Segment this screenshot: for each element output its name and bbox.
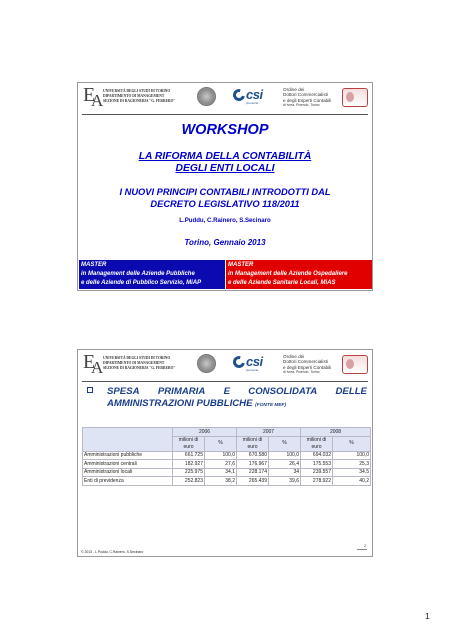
title-word: DELLE <box>335 386 367 397</box>
title-text: AMMINISTRAZIONI PUBBLICHE <box>107 398 253 409</box>
table-cell: 694.032 <box>301 451 333 460</box>
ordine-line: di Ivrea, Pinerolo, Torino <box>283 370 320 375</box>
principles-heading <box>78 187 372 210</box>
department-line: DIPARTIMENTO DI MANAGEMENT <box>103 94 165 98</box>
ordine-line: e degli Esperti Contabili <box>283 364 332 370</box>
table-cell: 175.553 <box>301 460 333 469</box>
table-cell: 26,4 <box>269 460 301 469</box>
master-line: in Management delle Aziende Ospedaliere <box>228 271 348 277</box>
header-divider <box>82 114 368 115</box>
table-cell: 34 <box>269 468 301 477</box>
master-line: e delle Aziende Sanitarie Locali, MiAS <box>228 280 336 286</box>
csi-sub: piemonte <box>246 368 259 372</box>
ea-logo-e: E <box>83 84 96 106</box>
slide-header <box>78 83 372 115</box>
header-divider <box>82 381 368 382</box>
pct-header: % <box>269 436 301 451</box>
master-line: in Management delle Aziende Pubbliche <box>81 271 195 277</box>
university-line: UNIVERSITÀ DEGLI STUDI DI TORINO <box>103 356 171 360</box>
table-cell: 670.580 <box>237 451 269 460</box>
table-row <box>83 460 371 469</box>
row-label: Amministrazioni centrali <box>83 460 173 469</box>
subtitle-line: LA RIFORMA DELLA CONTABILITÀ <box>138 151 312 162</box>
year-header: 2008 <box>301 428 371 437</box>
csi-word: csi <box>246 87 263 102</box>
master-mias-box <box>226 260 372 289</box>
table-corner <box>83 428 173 452</box>
ea-logo-e: E <box>83 351 96 373</box>
checkbox-bullet-icon <box>87 387 93 393</box>
ordine-crest-icon <box>342 88 368 107</box>
page-number: 1 <box>425 611 430 621</box>
table-cell: 100,0 <box>205 451 237 460</box>
csi-swirl-icon <box>231 87 247 103</box>
ea-logo-a: A <box>91 358 104 377</box>
master-label: MASTER <box>228 262 254 268</box>
table-cell: 182.927 <box>173 460 205 469</box>
table-header-years <box>83 428 371 437</box>
csi-word: csi <box>246 354 263 369</box>
table-row <box>83 468 371 477</box>
master-label: MASTER <box>81 262 107 268</box>
ea-logo <box>83 353 103 377</box>
copyright: © 2013 - L.Puddu, C.Rainero, S.Secinaro <box>81 550 144 554</box>
department-line: DIPARTIMENTO DI MANAGEMENT <box>103 361 165 365</box>
slide-2 <box>77 349 373 557</box>
table-cell: 25,3 <box>333 460 371 469</box>
row-label: Amministrazioni pubbliche <box>83 451 173 460</box>
csi-logo <box>233 87 271 107</box>
ordine-line: Ordine dei <box>283 87 305 92</box>
table-cell: 40,2 <box>333 477 371 486</box>
table-row <box>83 477 371 486</box>
year-header: 2007 <box>237 428 301 437</box>
principles-line: DECRETO LEGISLATIVO 118/2011 <box>150 198 300 209</box>
authors: L.Puddu, C.Rainero, S.Secinaro <box>179 217 271 224</box>
table-cell: 661.725 <box>173 451 205 460</box>
ordine-line: Dottori Commercialisti <box>283 359 328 365</box>
title-source: (FONTE MEF) <box>255 403 287 408</box>
university-seal-icon <box>197 354 216 373</box>
ordine-line: Ordine dei <box>283 354 305 359</box>
table-cell: 239.557 <box>301 468 333 477</box>
ea-logo <box>83 86 103 110</box>
slide-number-rule <box>357 549 367 550</box>
place-date: Torino, Gennaio 2013 <box>184 238 266 247</box>
university-name <box>103 356 175 371</box>
row-label: Enti di previdenza <box>83 477 173 486</box>
pct-header: % <box>333 436 371 451</box>
title-word: E <box>223 386 230 397</box>
title-line-1 <box>107 386 367 398</box>
ordine-logo-text <box>283 354 331 376</box>
section-line: SEZIONE DI RAGIONERIA "G. FERRERO" <box>103 99 176 103</box>
table-cell: 39,6 <box>269 477 301 486</box>
university-line: UNIVERSITÀ DEGLI STUDI DI TORINO <box>103 89 171 93</box>
unit-header: milioni di euro <box>173 436 205 451</box>
table-cell: 34,5 <box>333 468 371 477</box>
university-name <box>103 89 175 104</box>
table-cell: 27,6 <box>205 460 237 469</box>
slide-header <box>78 350 372 382</box>
ordine-line: e degli Esperti Contabili <box>283 97 332 103</box>
subtitle-line: DEGLI ENTI LOCALI <box>175 163 275 174</box>
table-cell: 278.922 <box>301 477 333 486</box>
table-cell: 228.174 <box>237 468 269 477</box>
university-seal-icon <box>197 87 216 106</box>
ordine-line: di Ivrea, Pinerolo, Torino <box>283 103 320 108</box>
table-cell: 252.823 <box>173 477 205 486</box>
title-line-2 <box>107 398 286 412</box>
csi-logo <box>233 354 271 374</box>
workshop-subtitle <box>78 151 372 175</box>
master-line: e delle Aziende di Pubblico Servizio, MiAP <box>81 280 202 286</box>
table-cell: 100,0 <box>333 451 371 460</box>
table-cell: 225.975 <box>173 468 205 477</box>
pct-header: % <box>205 436 237 451</box>
table-cell: 100,0 <box>269 451 301 460</box>
table-cell: 265.439 <box>237 477 269 486</box>
title-word: SPESA <box>107 386 140 397</box>
principles-line: I NUOVI PRINCIPI CONTABILI INTRODOTTI DAL <box>119 187 331 197</box>
slide-1 <box>77 82 373 291</box>
table-cell: 38,2 <box>205 477 237 486</box>
row-label: Amministrazioni locali <box>83 468 173 477</box>
ea-logo-a: A <box>91 91 104 110</box>
master-miap-box <box>79 260 225 289</box>
year-header: 2006 <box>173 428 237 437</box>
table-cell: 34,1 <box>205 468 237 477</box>
csi-swirl-icon <box>231 354 247 370</box>
title-word: PRIMARIA <box>157 386 206 397</box>
ordine-crest-icon <box>342 355 368 374</box>
unit-header: milioni di euro <box>237 436 269 451</box>
ordine-logo-text <box>283 87 331 109</box>
workshop-title: WORKSHOP <box>181 122 269 138</box>
title-word: CONSOLIDATA <box>248 386 318 397</box>
ordine-line: Dottori Commercialisti <box>283 92 328 98</box>
unit-header: milioni di euro <box>301 436 333 451</box>
table-row <box>83 451 371 460</box>
table-cell: 176.967 <box>237 460 269 469</box>
spending-table <box>82 427 371 486</box>
slide-number: 2 <box>364 544 366 548</box>
section-line: SEZIONE DI RAGIONERIA "G. FERRERO" <box>103 366 176 370</box>
csi-sub: piemonte <box>246 101 259 105</box>
